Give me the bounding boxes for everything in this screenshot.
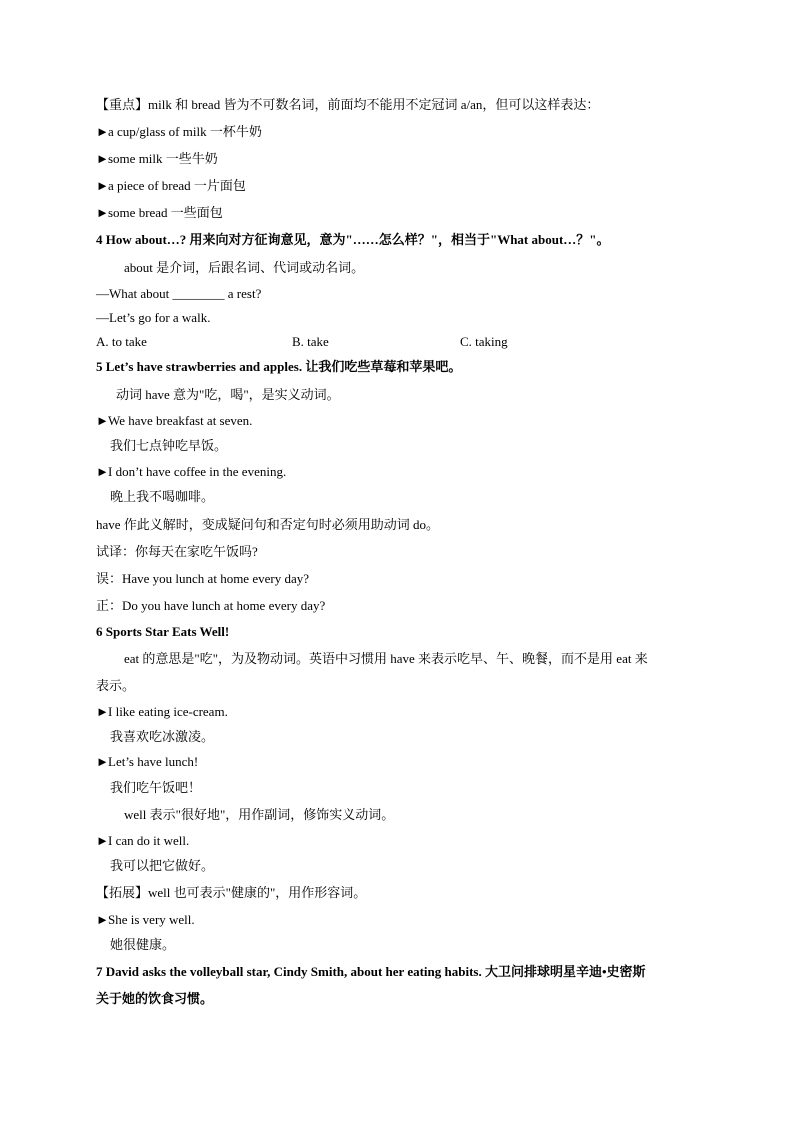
paragraph: 正：Do you have lunch at home every day? — [96, 598, 326, 613]
bullet-item: ►I don’t have coffee in the evening. — [96, 464, 287, 479]
bullet-icon: ► — [96, 912, 109, 927]
bullet-icon: ► — [96, 124, 109, 139]
dialogue-line: —What about ________ a rest? — [96, 286, 262, 301]
paragraph: about 是介词，后跟名词、代词或动名词。 — [124, 260, 365, 275]
paragraph: have 作此义解时，变成疑问句和否定句时必须用助动词 do。 — [96, 517, 440, 532]
translation: 我可以把它做好。 — [110, 858, 215, 873]
bullet-icon: ► — [96, 205, 109, 220]
bullet-item: ►She is very well. — [96, 912, 195, 927]
section-heading-5: 5 Let’s have strawberries and apples. 让我们吃些草莓和苹果吧。 — [96, 359, 462, 374]
bullet-icon: ► — [96, 151, 109, 166]
bullet-icon: ► — [96, 413, 109, 428]
bullet-item: ►I like eating ice-cream. — [96, 704, 228, 719]
translation: 我们七点钟吃早饭。 — [110, 438, 228, 453]
translation: 我喜欢吃冰激凌。 — [110, 729, 215, 744]
translation: 她很健康。 — [110, 937, 176, 952]
bullet-icon: ► — [96, 178, 109, 193]
paragraph: eat 的意思是"吃"，为及物动词。英语中习惯用 have 来表示吃早、午、晚餐，而不是用 eat 来 — [124, 651, 648, 666]
bullet-item: ►We have breakfast at seven. — [96, 413, 253, 428]
paragraph: 动词 have 意为"吃，喝"，是实义动词。 — [116, 387, 340, 402]
bullet-item: ►some milk 一些牛奶 — [96, 151, 218, 166]
bullet-item: ►a piece of bread 一片面包 — [96, 178, 246, 193]
bullet-icon: ► — [96, 833, 109, 848]
bullet-item: ►Let’s have lunch! — [96, 754, 199, 769]
bullet-icon: ► — [96, 754, 109, 769]
bullet-icon: ► — [96, 704, 109, 719]
paragraph: 试译：你每天在家吃午饭吗? — [96, 544, 258, 559]
paragraph: 误：Have you lunch at home every day? — [96, 571, 309, 586]
section-heading-7: 7 David asks the volleyball star, Cindy Smith, about her eating habits. 大卫问排球明星辛迪•史密斯 — [96, 964, 646, 979]
option-c: C. taking — [460, 334, 508, 349]
bullet-item: ►some bread 一些面包 — [96, 205, 223, 220]
bullet-icon: ► — [96, 464, 109, 479]
option-b: B. take — [292, 334, 329, 349]
option-a: A. to take — [96, 334, 147, 349]
translation: 我们吃午饭吧！ — [110, 780, 202, 795]
translation: 晚上我不喝咖啡。 — [110, 489, 215, 504]
dialogue-line: —Let’s go for a walk. — [96, 310, 211, 325]
note-extension: 【拓展】well 也可表示"健康的"，用作形容词。 — [96, 885, 367, 900]
bullet-item: ►I can do it well. — [96, 833, 190, 848]
paragraph: well 表示"很好地"，用作副词，修饰实义动词。 — [124, 807, 395, 822]
paragraph: 表示。 — [96, 678, 136, 693]
bullet-item: ►a cup/glass of milk 一杯牛奶 — [96, 124, 262, 139]
section-heading-4: 4 How about…? 用来向对方征询意见，意为"……怎么样？"，相当于"What about…？"。 — [96, 232, 610, 247]
section-heading-7-continued: 关于她的饮食习惯。 — [96, 991, 214, 1006]
section-heading-6: 6 Sports Star Eats Well! — [96, 624, 230, 639]
note-key-point: 【重点】milk 和 bread 皆为不可数名词，前面均不能用不定冠词 a/an，但可以这样表达： — [96, 97, 600, 112]
